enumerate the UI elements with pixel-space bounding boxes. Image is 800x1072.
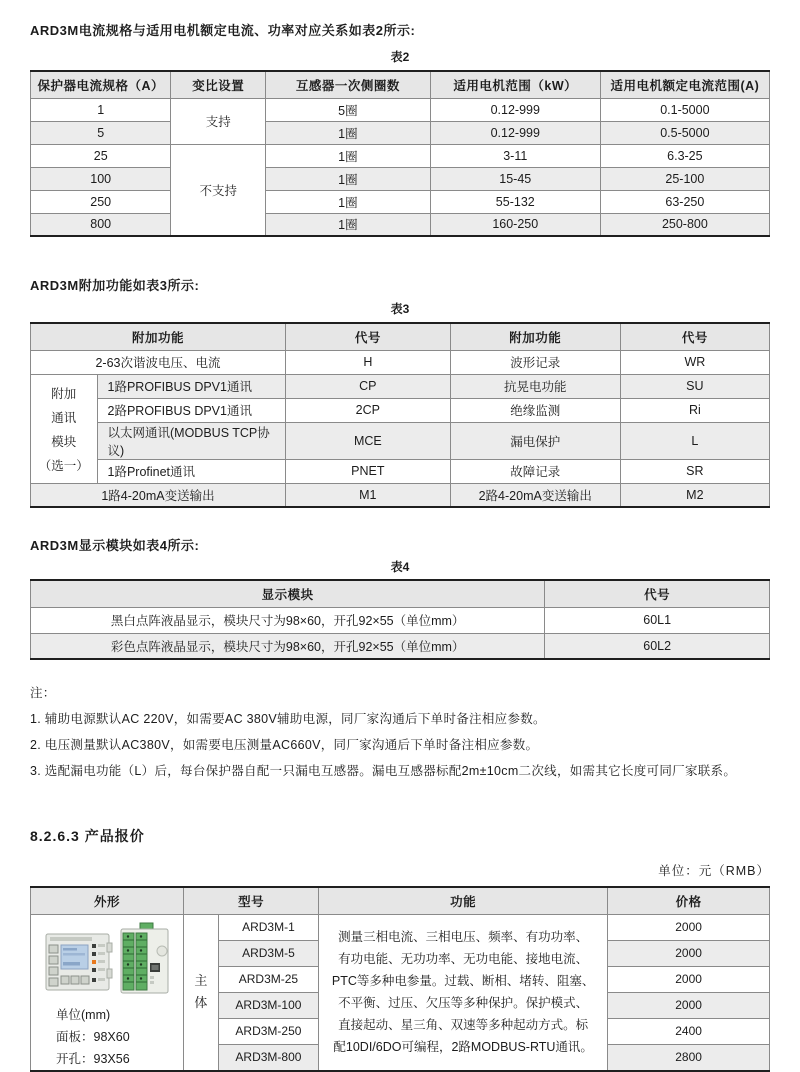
- table-row: [31, 167, 770, 190]
- tp-function-cell: [319, 914, 608, 1071]
- notes-section: [30, 680, 770, 784]
- t2-kw-cell: 0.12-999: [430, 98, 600, 121]
- table3-caption: 表3: [390, 302, 410, 316]
- table-row: [31, 422, 770, 459]
- addon-function-table: [30, 322, 770, 508]
- t3-code-cell: SR: [620, 459, 769, 483]
- function-line: 测量三相电流、三相电压、频率、有功功率、: [338, 930, 589, 944]
- t2-amps-cell: 25-100: [600, 167, 769, 190]
- t2-turns-cell: 1圈: [265, 121, 430, 144]
- table-row: [31, 98, 770, 121]
- t3-code-cell: CP: [285, 374, 450, 398]
- tp-price-cell: 2000: [608, 966, 770, 992]
- t2-amps-cell: 63-250: [600, 190, 769, 213]
- comm-group-line: 通讯: [51, 410, 77, 425]
- product-devices-image: [43, 921, 171, 1001]
- comm-group-line: 附加: [51, 386, 77, 401]
- tp-model-cell: ARD3M-250: [218, 1018, 319, 1044]
- t3-comm-group-cell: [31, 374, 98, 483]
- tp-price-cell: 2000: [608, 940, 770, 966]
- table2-header-row: [31, 71, 770, 98]
- t3-feature-cell: 抗晃电功能: [450, 374, 620, 398]
- t3-code-cell: WR: [620, 350, 769, 374]
- table-row: [31, 350, 770, 374]
- t2-kw-cell: 55-132: [430, 190, 600, 213]
- t3-feature-cell: 故障记录: [450, 459, 620, 483]
- table-row: [31, 213, 770, 236]
- tp-model-cell: ARD3M-100: [218, 992, 319, 1018]
- t3-feature-cell: 1路Profinet通讯: [97, 459, 285, 483]
- t4-code-cell: 60L2: [545, 633, 770, 659]
- table-row: [31, 374, 770, 398]
- current-spec-table: [30, 70, 770, 237]
- t3-code-cell: PNET: [285, 459, 450, 483]
- tp-header-model: 型号: [183, 887, 318, 914]
- t2-spec-cell: 25: [31, 144, 171, 167]
- comm-group-label: [34, 381, 94, 477]
- table2-intro: ARD3M电流规格与适用电机额定电流、功率对应关系如表2所示:: [30, 23, 416, 38]
- table4-caption: 表4: [390, 560, 410, 574]
- comm-group-line: （选一）: [38, 458, 89, 473]
- comm-group-line: 模块: [51, 434, 77, 449]
- t4-header-code: 代号: [545, 580, 770, 607]
- t2-ratio-unsupported-cell: 不支持: [171, 144, 266, 236]
- table4-intro: ARD3M显示模块如表4所示:: [30, 538, 200, 553]
- t2-header-kw: 适用电机范围（kW）: [430, 71, 600, 98]
- t3-header-code-left: 代号: [285, 323, 450, 350]
- tp-price-cell: 2400: [608, 1018, 770, 1044]
- t2-kw-cell: 15-45: [430, 167, 600, 190]
- table-row: [31, 144, 770, 167]
- t4-code-cell: 60L1: [545, 607, 770, 633]
- t3-feature-cell: 以太网通讯(MODBUS TCP协议): [97, 422, 285, 459]
- t3-feature-cell: 2路4-20mA变送输出: [450, 483, 620, 507]
- function-line: 不平衡、过压、欠压等多种保护。保护模式、: [338, 996, 589, 1010]
- table-row: [31, 459, 770, 483]
- tp-body-group-cell: [183, 914, 218, 1071]
- t2-header-spec: 保护器电流规格（A）: [31, 71, 171, 98]
- tp-price-cell: 2000: [608, 992, 770, 1018]
- t3-code-cell: Ri: [620, 398, 769, 422]
- tp-header-function: 功能: [319, 887, 608, 914]
- t2-kw-cell: 0.12-999: [430, 121, 600, 144]
- t3-code-cell: MCE: [285, 422, 450, 459]
- tp-price-cell: 2000: [608, 914, 770, 940]
- notes-label: 注：: [30, 686, 56, 700]
- t3-code-cell: L: [620, 422, 769, 459]
- table-row: [31, 483, 770, 507]
- t2-spec-cell: 1: [31, 98, 171, 121]
- t3-code-cell: H: [285, 350, 450, 374]
- t3-feature-cell: 绝缘监测: [450, 398, 620, 422]
- t2-turns-cell: 5圈: [265, 98, 430, 121]
- t2-header-ratio: 变比设置: [171, 71, 266, 98]
- tp-header-outline: 外形: [31, 887, 184, 914]
- function-description: [322, 926, 604, 1058]
- note-item: 3. 选配漏电功能（L）后，每台保护器自配一只漏电互感器。漏电互感器标配2m±10cm二次线，如需其它长度可同厂家联系。: [30, 764, 737, 778]
- t3-feature-cell: 波形记录: [450, 350, 620, 374]
- t3-header-code-right: 代号: [620, 323, 769, 350]
- t2-turns-cell: 1圈: [265, 167, 430, 190]
- pricing-header-row: [31, 887, 770, 914]
- t2-header-turns: 互感器一次侧圈数: [265, 71, 430, 98]
- tp-model-cell: ARD3M-25: [218, 966, 319, 992]
- t2-spec-cell: 800: [31, 213, 171, 236]
- t3-code-cell: M1: [285, 483, 450, 507]
- table-row: [31, 633, 770, 659]
- table3-header-row: [31, 323, 770, 350]
- t2-kw-cell: 3-11: [430, 144, 600, 167]
- t2-turns-cell: 1圈: [265, 144, 430, 167]
- table-row: [31, 190, 770, 213]
- table-row: [31, 398, 770, 422]
- t2-spec-cell: 5: [31, 121, 171, 144]
- t3-code-cell: 2CP: [285, 398, 450, 422]
- table-row: [31, 914, 770, 940]
- t2-spec-cell: 100: [31, 167, 171, 190]
- display-module-table: [30, 579, 770, 660]
- t2-amps-cell: 0.1-5000: [600, 98, 769, 121]
- function-line: 配10DI/6DO可编程，2路MODBUS-RTU通讯。: [333, 1040, 593, 1054]
- t2-header-amps: 适用电机额定电流范围(A): [600, 71, 769, 98]
- table3-intro: ARD3M附加功能如表3所示:: [30, 278, 200, 293]
- outline-panel-size: 面板：98X60: [56, 1029, 130, 1044]
- note-item: 2. 电压测量默认AC380V，如需要电压测量AC660V，同厂家沟通后下单时备注相应参数。: [30, 738, 539, 752]
- t3-feature-cell: 1路4-20mA变送输出: [31, 483, 286, 507]
- pricing-unit-label: 单位：元（RMB）: [658, 864, 770, 878]
- pricing-heading: 8.2.6.3 产品报价: [30, 828, 145, 844]
- outline-cutout-size: 开孔：93X56: [56, 1051, 130, 1066]
- body-group-label: 主体: [194, 973, 208, 1010]
- main-module-device: [121, 923, 168, 993]
- table-row: [31, 121, 770, 144]
- t2-turns-cell: 1圈: [265, 213, 430, 236]
- t2-ratio-supported-cell: 支持: [171, 98, 266, 144]
- table2-caption: 表2: [390, 50, 410, 64]
- outline-dimensions: [34, 1004, 180, 1070]
- table4-header-row: [31, 580, 770, 607]
- function-line: PTC等多种电参量。过载、断相、堵转、阻塞、: [331, 974, 595, 988]
- tp-model-cell: ARD3M-800: [218, 1044, 319, 1070]
- note-item: 1. 辅助电源默认AC 220V，如需要AC 380V辅助电源，同厂家沟通后下单时备注相应参数。: [30, 712, 546, 726]
- t3-feature-cell: 1路PROFIBUS DPV1通讯: [97, 374, 285, 398]
- t4-header-module: 显示模块: [31, 580, 545, 607]
- tp-model-cell: ARD3M-5: [218, 940, 319, 966]
- t3-feature-cell: 2-63次谐波电压、电流: [31, 350, 286, 374]
- t3-header-feature-right: 附加功能: [450, 323, 620, 350]
- t2-amps-cell: 0.5-5000: [600, 121, 769, 144]
- t3-feature-cell: 2路PROFIBUS DPV1通讯: [97, 398, 285, 422]
- t2-turns-cell: 1圈: [265, 190, 430, 213]
- function-line: 直接起动、星三角、双速等多种起动方式。标: [338, 1018, 589, 1032]
- t2-amps-cell: 6.3-25: [600, 144, 769, 167]
- table-row: [31, 607, 770, 633]
- function-line: 有功电能、无功功率、无功电能、接地电流、: [338, 952, 589, 966]
- t4-module-cell: 彩色点阵液晶显示，模块尺寸为98×60，开孔92×55（单位mm）: [31, 633, 545, 659]
- tp-header-price: 价格: [608, 887, 770, 914]
- display-panel-device: [46, 934, 112, 990]
- t2-amps-cell: 250-800: [600, 213, 769, 236]
- pricing-table: [30, 886, 770, 1072]
- t2-kw-cell: 160-250: [430, 213, 600, 236]
- t3-feature-cell: 漏电保护: [450, 422, 620, 459]
- tp-outline-cell: [31, 914, 184, 1071]
- t3-code-cell: M2: [620, 483, 769, 507]
- t2-spec-cell: 250: [31, 190, 171, 213]
- t4-module-cell: 黑白点阵液晶显示，模块尺寸为98×60，开孔92×55（单位mm）: [31, 607, 545, 633]
- t3-code-cell: SU: [620, 374, 769, 398]
- tp-price-cell: 2800: [608, 1044, 770, 1070]
- outline-unit: 单位(mm): [56, 1007, 111, 1022]
- t3-header-feature-left: 附加功能: [31, 323, 286, 350]
- tp-model-cell: ARD3M-1: [218, 914, 319, 940]
